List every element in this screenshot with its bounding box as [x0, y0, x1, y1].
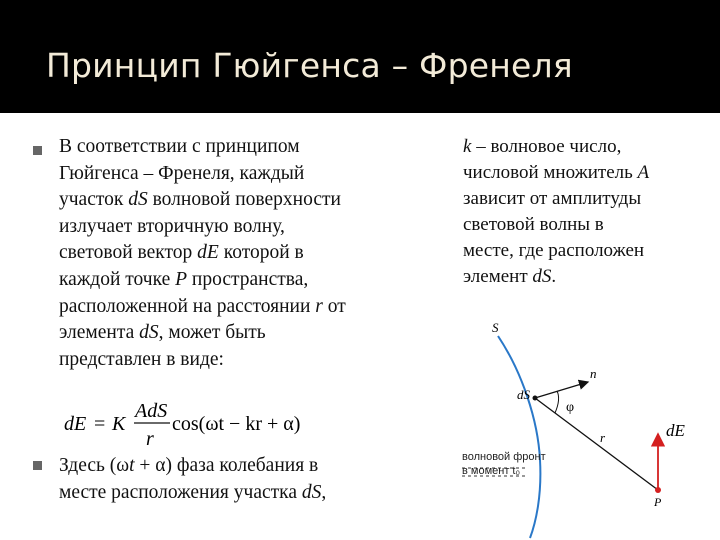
text-segment: S: [148, 322, 159, 344]
bullet-text-phase: [59, 453, 326, 506]
formula-cos-term: cos(ωt − kr + α): [172, 413, 301, 435]
point-p: [655, 487, 661, 493]
text-segment: d: [301, 481, 312, 503]
front-caption-line2: в момент t₀: [462, 465, 521, 477]
text-segment: .: [551, 266, 557, 287]
text-segment: месте, где расположен: [463, 240, 645, 261]
text-line: [59, 187, 346, 214]
text-segment: каждой точке: [59, 268, 176, 290]
title-bar: [0, 0, 720, 113]
bullet-text-principle: [59, 134, 346, 373]
text-segment: d: [128, 189, 138, 211]
text-segment: излучает вторичную волну,: [59, 215, 285, 237]
text-segment: световой волны в: [463, 214, 604, 235]
text-segment: A: [637, 162, 650, 183]
text-segment: расположенной на расстоянии: [59, 295, 316, 317]
bullet-marker: [33, 461, 42, 470]
normal-vector-n: [535, 382, 588, 398]
text-line: [463, 160, 649, 186]
text-segment: В соответствии с принципом: [59, 136, 300, 157]
text-line: [463, 186, 649, 212]
r-label: r: [600, 430, 606, 445]
text-segment: – волновое число,: [471, 136, 622, 157]
text-line: [59, 134, 346, 161]
text-segment: r: [315, 295, 323, 317]
text-segment: световой вектор: [59, 242, 198, 264]
text-line: [59, 480, 326, 507]
text-segment: представлен в виде:: [59, 348, 224, 370]
n-label: n: [590, 366, 597, 381]
text-segment: числовой множитель: [463, 162, 638, 183]
formula-lhs: dE: [64, 413, 87, 435]
text-segment: Гюйгенса – Френеля, каждый: [59, 162, 305, 184]
ds-label: dS: [517, 387, 530, 402]
text-segment: t: [129, 455, 135, 476]
text-segment: P: [175, 268, 188, 290]
amplitude-formula: [62, 397, 322, 453]
text-segment: элемента: [59, 322, 140, 344]
text-line: [463, 264, 649, 290]
text-line: [463, 238, 649, 264]
text-segment: + α) фаза колебания в: [134, 455, 319, 476]
text-segment: d: [197, 242, 207, 264]
text-segment: элемент: [463, 266, 533, 287]
text-line: [59, 294, 346, 321]
text-line: [59, 267, 346, 294]
formula-numerator: AdS: [135, 400, 168, 422]
formula-equals: =: [94, 413, 106, 435]
text-line: [59, 347, 346, 374]
s-label: S: [492, 320, 499, 335]
text-segment: ,: [321, 481, 327, 503]
text-line: [59, 240, 346, 267]
text-line: [59, 320, 346, 347]
text-segment: которой в: [218, 242, 304, 264]
text-segment: от: [322, 295, 346, 317]
text-segment: d: [139, 322, 149, 344]
slide-title: Принцип Гюйгенса – Френеля: [46, 46, 573, 85]
formula-denominator: r: [146, 428, 154, 450]
text-segment: пространства,: [187, 268, 309, 290]
text-segment: участок: [59, 189, 129, 211]
wave-front-curve: [498, 336, 540, 538]
phi-label: φ: [566, 400, 575, 415]
text-segment: зависит от амплитуды: [463, 188, 642, 209]
text-line: [59, 453, 326, 480]
text-segment: d: [532, 266, 542, 287]
phi-arc: [555, 391, 559, 413]
text-segment: S: [311, 481, 322, 503]
right-text-definitions: [463, 134, 649, 290]
text-segment: волновой поверхности: [147, 189, 341, 211]
bullet-marker: [33, 146, 42, 155]
text-segment: месте расположения участка: [59, 481, 302, 503]
text-line: [463, 134, 649, 160]
huygens-diagram: [460, 310, 712, 540]
text-segment: Здесь (ω: [59, 455, 130, 476]
front-caption-line1: волновой фронт: [462, 451, 546, 463]
text-segment: E: [206, 242, 219, 264]
radius-vector-r: [535, 398, 658, 490]
text-segment: S: [541, 266, 552, 287]
formula-k: K: [112, 413, 126, 435]
text-line: [463, 212, 649, 238]
p-label: P: [654, 495, 662, 509]
text-segment: S: [137, 189, 148, 211]
de-label: dE: [666, 421, 685, 440]
text-segment: , может быть: [158, 322, 266, 344]
text-segment: k: [463, 136, 472, 157]
text-line: [59, 161, 346, 188]
text-line: [59, 214, 346, 241]
